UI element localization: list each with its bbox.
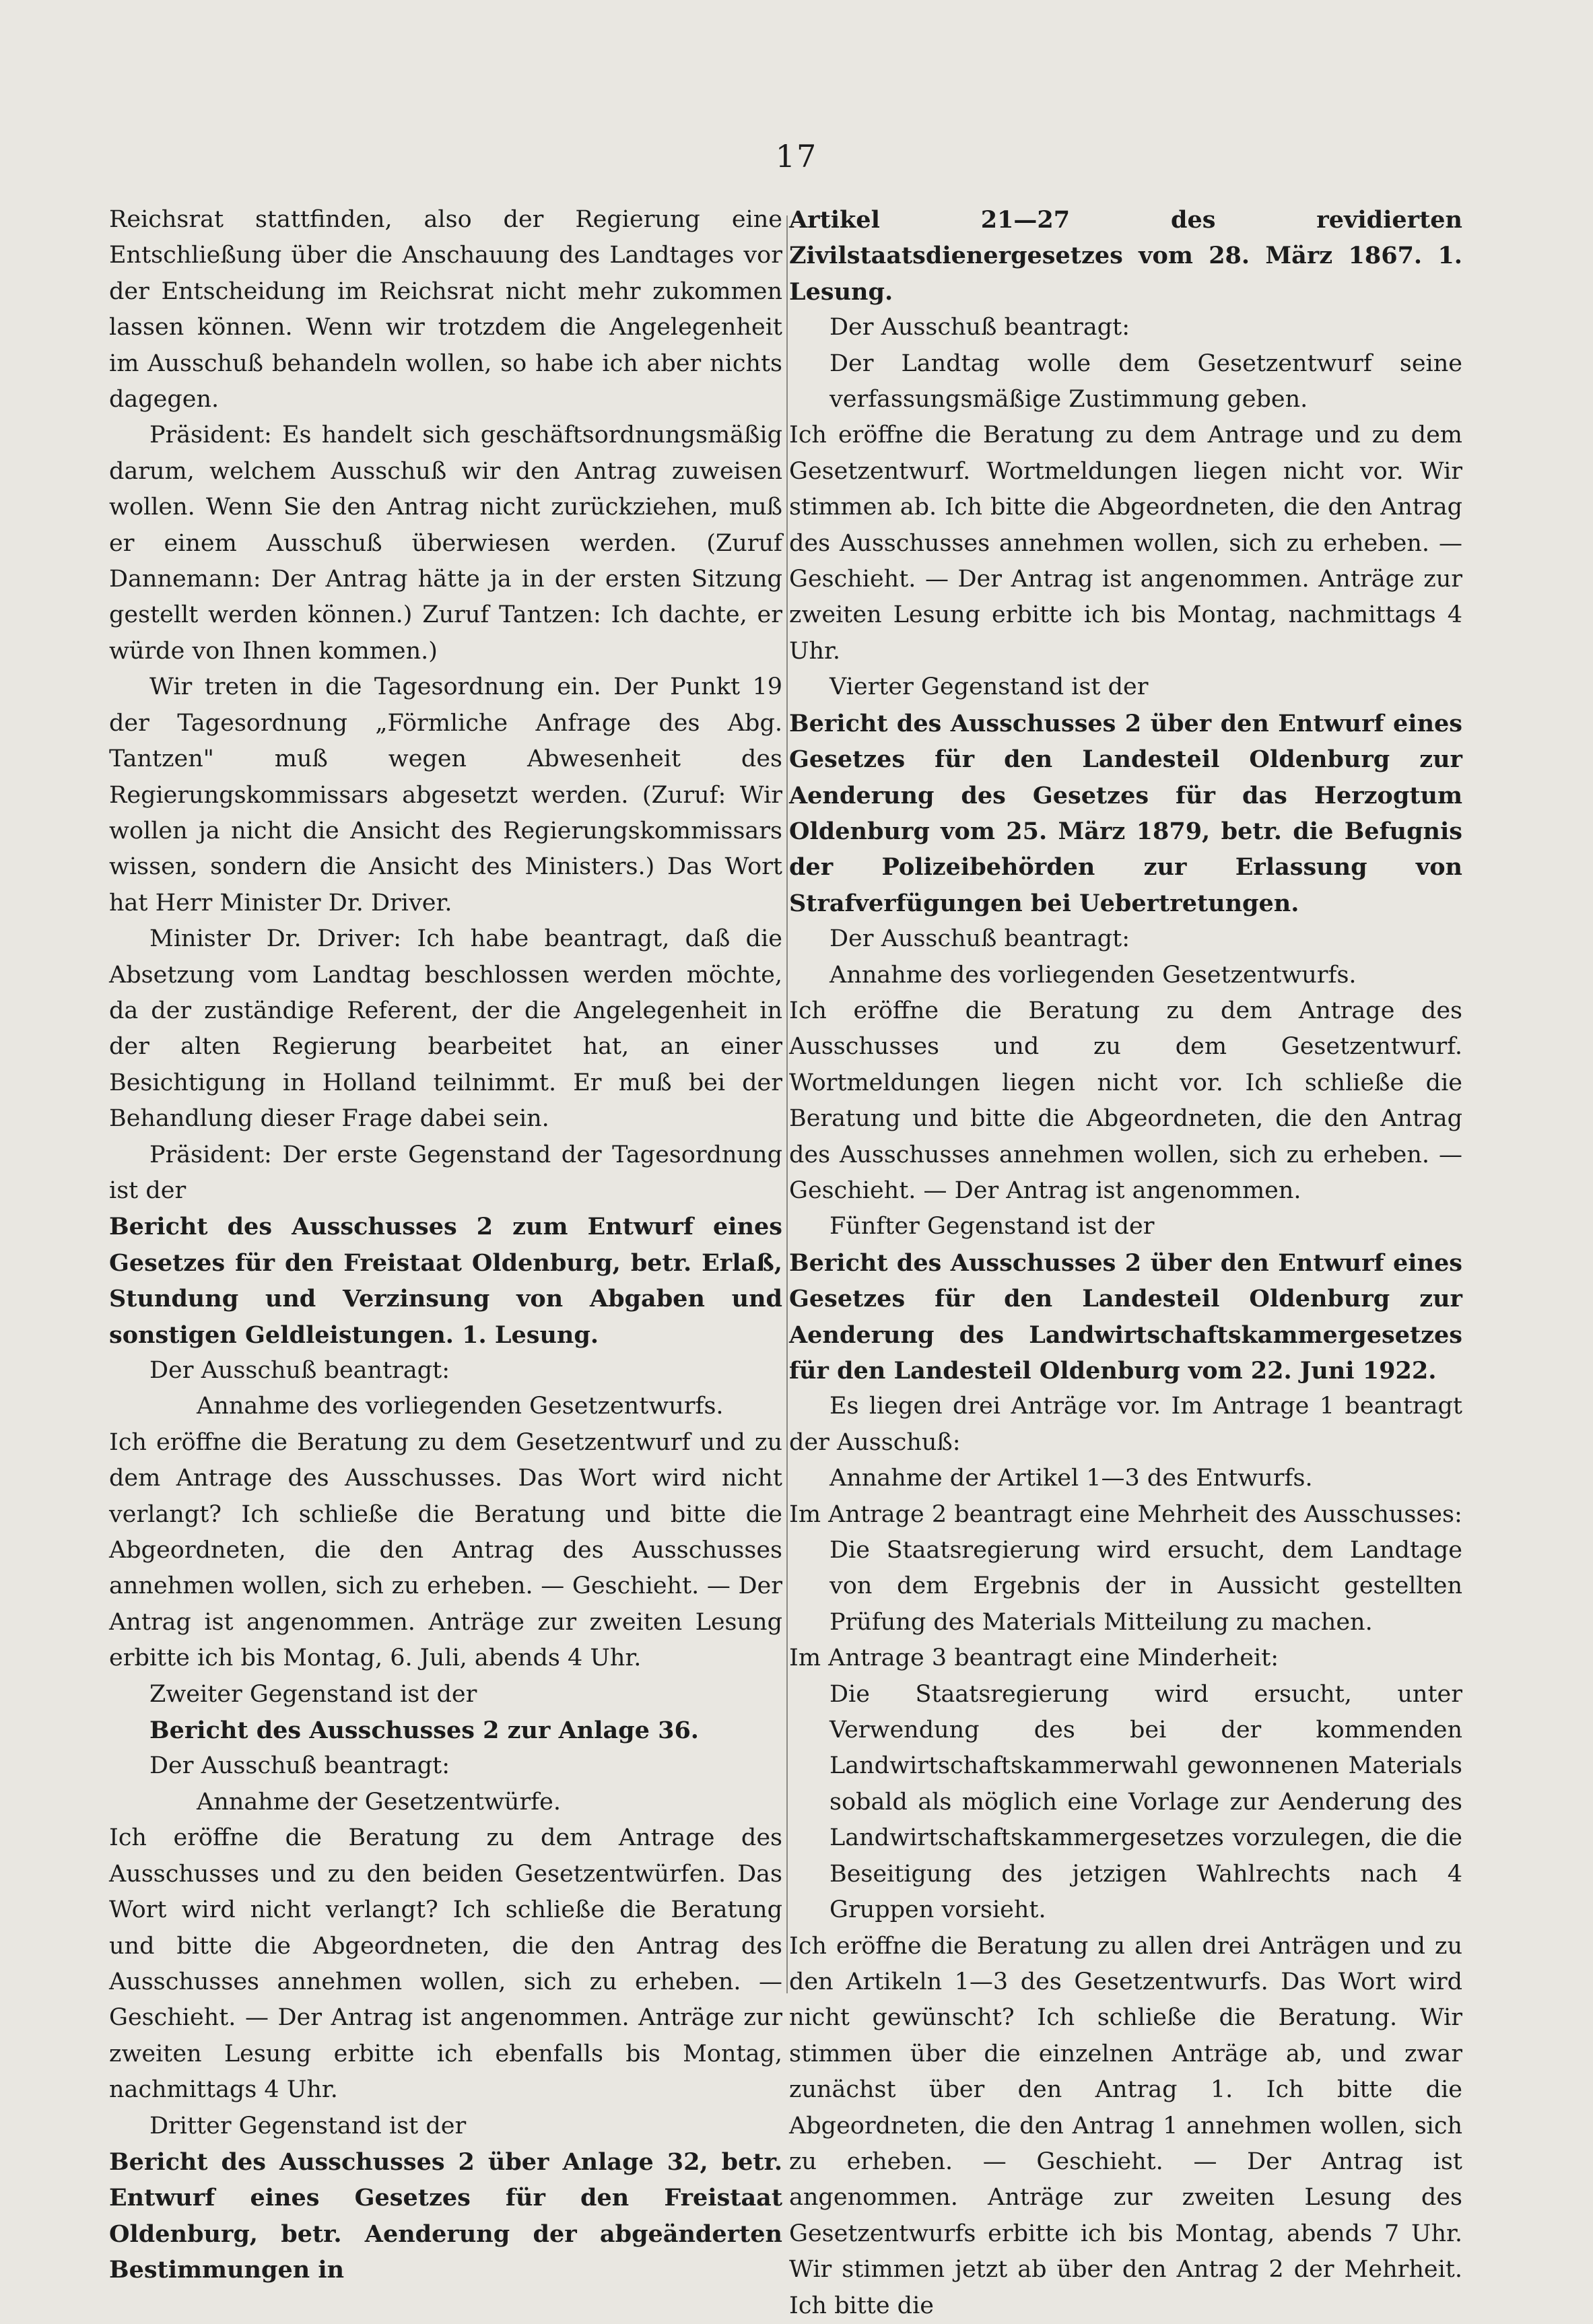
- left-column: [109, 202, 782, 2288]
- right-column-paragraph: Bericht des Ausschusses 2 über den Entwurf eines Gesetzes für den Landesteil Oldenburg zur Aenderung des Landwirtschaftskammergesetzes für den Landesteil Oldenburg vom 22. Juni 1922.: [789, 1249, 1462, 1385]
- page-number: 17: [775, 138, 818, 174]
- left-column-paragraph: Wir treten in die Tagesordnung ein. Der Punkt 19 der Tagesordnung „Förmliche Anfrage des Abg. Tantzen" muß wegen Abwesenheit des Regierungskommissars abgesetzt werden. (Zuruf: Wir wollen ja nicht die Ansicht des Regierungskommissars wissen, sondern die Ansicht des Ministers.) Das Wort hat Herr Minister Dr. Driver.: [109, 673, 782, 917]
- right-column-paragraph: Annahme der Artikel 1—3 des Entwurfs.: [829, 1465, 1313, 1492]
- right-column-paragraph: Der Ausschuß beantragt:: [829, 314, 1130, 341]
- left-column-paragraph: Bericht des Ausschusses 2 über Anlage 32, betr. Entwurf eines Gesetzes für den Freistaat Oldenburg, betr. Aenderung der abgeänderten Bestimmungen in: [109, 2148, 782, 2284]
- right-column-paragraph: Fünfter Gegenstand ist der: [829, 1213, 1155, 1240]
- right-column-paragraph: Bericht des Ausschusses 2 über den Entwurf eines Gesetzes für den Landesteil Oldenburg zur Aenderung des Gesetzes für das Herzogtum Oldenburg vom 25. März 1879, betr. die Befugnis der Polizeibehörden zur Erlassung von Strafverfügungen bei Uebertretungen.: [789, 709, 1462, 917]
- right-column-paragraph: Die Staatsregierung wird ersucht, unter Verwendung des bei der kommenden Landwirtschaftskammerwahl gewonnenen Materials sobald als möglich eine Vorlage zur Aenderung des Landwirtschaftskammergesetzes vorzulegen, die die Beseitigung des jetzigen Wahlrechts nach 4 Gruppen vorsieht.: [829, 1680, 1462, 1924]
- left-column-paragraph: Präsident: Es handelt sich geschäftsordnungsmäßig darum, welchem Ausschuß wir den Antrag zuweisen wollen. Wenn Sie den Antrag nicht zurückziehen, muß er einem Ausschuß überwiesen werden. (Zuruf Dannemann: Der Antrag hätte ja in der ersten Sitzung gestellt werden können.) Zuruf Tantzen: Ich dachte, er würde von Ihnen kommen.): [109, 422, 782, 665]
- right-column-paragraph: Artikel 21—27 des revidierten Zivilstaatsdienergesetzes vom 28. März 1867. 1. Lesung.: [789, 206, 1462, 306]
- left-column-paragraph: Der Ausschuß beantragt:: [149, 1357, 450, 1384]
- left-column-paragraph: Bericht des Ausschusses 2 zum Entwurf eines Gesetzes für den Freistaat Oldenburg, betr. Erlaß, Stundung und Verzinsung von Abgaben und sonstigen Geldleistungen. 1. Lesung.: [109, 1213, 782, 1349]
- column-divider: [786, 215, 788, 1993]
- right-column-paragraph: Im Antrage 2 beantragt eine Mehrheit des Ausschusses:: [789, 1500, 1462, 1528]
- right-column: [789, 202, 1462, 2324]
- left-column-paragraph: Annahme der Gesetzentwürfe.: [197, 1788, 561, 1816]
- right-column-paragraph: Ich eröffne die Beratung zu dem Antrage und zu dem Gesetzentwurf. Wortmeldungen liegen nicht vor. Wir stimmen ab. Ich bitte die Abgeordneten, die den Antrag des Ausschusses annehmen wollen, sich zu erheben. — Geschieht. — Der Antrag ist angenommen. Anträge zur zweiten Lesung erbitte ich bis Montag, nachmittags 4 Uhr.: [789, 422, 1462, 665]
- right-column-paragraph: Der Ausschuß beantragt:: [829, 925, 1130, 953]
- left-column-paragraph: Minister Dr. Driver: Ich habe beantragt, daß die Absetzung vom Landtag beschlossen werden möchte, da der zuständige Referent, der die Angelegenheit in der alten Regierung bearbeitet hat, an einer Besichtigung in Holland teilnimmt. Er muß bei der Behandlung dieser Frage dabei sein.: [109, 925, 782, 1133]
- right-column-paragraph: Annahme des vorliegenden Gesetzentwurfs.: [829, 961, 1357, 989]
- left-column-paragraph: Dritter Gegenstand ist der: [149, 2112, 467, 2139]
- left-column-paragraph: Zweiter Gegenstand ist der: [149, 1680, 477, 1708]
- left-column-paragraph: Der Ausschuß beantragt:: [149, 1752, 450, 1780]
- left-column-paragraph: Reichsrat stattfinden, also der Regierung eine Entschließung über die Anschauung des Landtages vor der Entscheidung im Reichsrat nicht mehr zukommen lassen können. Wenn wir trotzdem die Angelegenheit im Ausschuß behandeln wollen, so habe ich aber nichts dagegen.: [109, 206, 782, 413]
- right-column-paragraph: Die Staatsregierung wird ersucht, dem Landtage von dem Ergebnis der in Aussicht gestellten Prüfung des Materials Mitteilung zu machen.: [829, 1537, 1462, 1636]
- left-column-paragraph: Annahme des vorliegenden Gesetzentwurfs.: [197, 1393, 724, 1420]
- right-column-paragraph: Ich eröffne die Beratung zu allen drei Anträgen und zu den Artikeln 1—3 des Gesetzentwurfs. Das Wort wird nicht gewünscht? Ich schließe die Beratung. Wir stimmen über die einzelnen Anträge ab, und zwar zunächst über den Antrag 1. Ich bitte die Abgeordneten, die den Antrag 1 annehmen wollen, sich zu erheben. — Geschieht. — Der Antrag ist angenommen. Anträge zur zweiten Lesung des Gesetzentwurfs erbitte ich bis Montag, abends 7 Uhr. Wir stimmen jetzt ab über den Antrag 2 der Mehrheit. Ich bitte die: [789, 1932, 1462, 2319]
- left-column-paragraph: Ich eröffne die Beratung zu dem Antrage des Ausschusses und zu den beiden Gesetzentwürfen. Das Wort wird nicht verlangt? Ich schließe die Beratung und bitte die Abgeordneten, die den Antrag des Ausschusses annehmen wollen, sich zu erheben. — Geschieht. — Der Antrag ist angenommen. Anträge zur zweiten Lesung erbitte ich ebenfalls bis Montag, nachmittags 4 Uhr.: [109, 1824, 782, 2104]
- right-column-paragraph: Im Antrage 3 beantragt eine Minderheit:: [789, 1645, 1279, 1672]
- left-column-paragraph: Ich eröffne die Beratung zu dem Gesetzentwurf und zu dem Antrage des Ausschusses. Das Wort wird nicht verlangt? Ich schließe die Beratung und bitte die Abgeordneten, die den Antrag des Ausschusses annehmen wollen, sich zu erheben. — Geschieht. — Der Antrag ist angenommen. Anträge zur zweiten Lesung erbitte ich bis Montag, 6. Juli, abends 4 Uhr.: [109, 1428, 782, 1672]
- left-column-paragraph: Bericht des Ausschusses 2 zur Anlage 36.: [149, 1717, 699, 1745]
- right-column-paragraph: Der Landtag wolle dem Gesetzentwurf seine verfassungsmäßige Zustimmung geben.: [829, 350, 1462, 413]
- right-column-paragraph: Ich eröffne die Beratung zu dem Antrage des Ausschusses und zu dem Gesetzentwurf. Wortmeldungen liegen nicht vor. Ich schließe die Beratung und bitte die Abgeordneten, die den Antrag des Ausschusses annehmen wollen, sich zu erheben. — Geschieht. — Der Antrag ist angenommen.: [789, 997, 1462, 1204]
- right-column-paragraph: Vierter Gegenstand ist der: [829, 673, 1149, 701]
- right-column-paragraph: Es liegen drei Anträge vor. Im Antrage 1 beantragt der Ausschuß:: [789, 1393, 1462, 1456]
- left-column-paragraph: Präsident: Der erste Gegenstand der Tagesordnung ist der: [109, 1141, 782, 1204]
